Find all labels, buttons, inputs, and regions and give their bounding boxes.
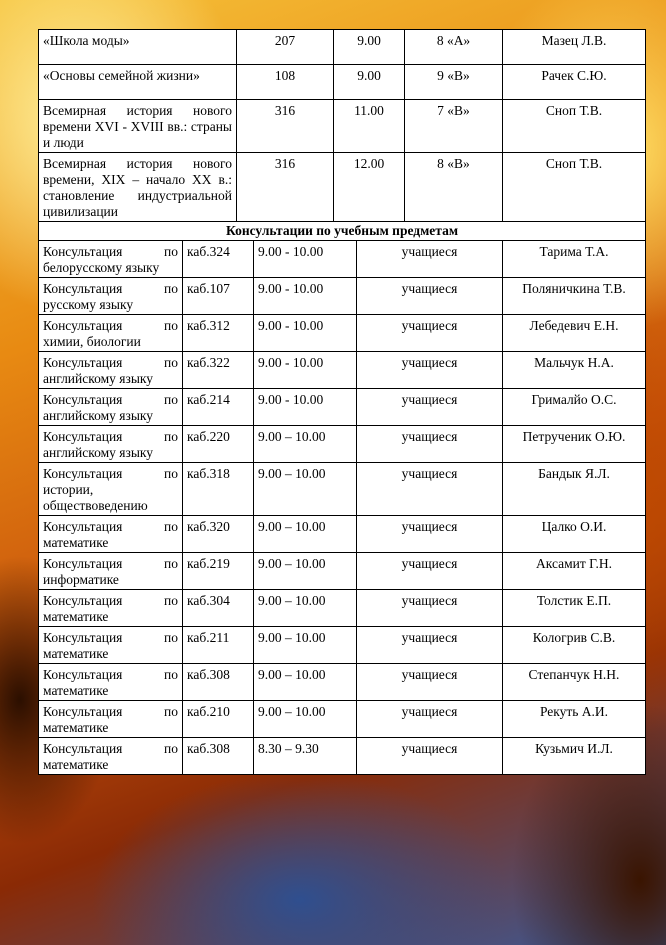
- consultation-room: каб.322: [183, 352, 254, 389]
- course-name: Всемирная история нового времени XVI - XVIII вв.: страны и люди: [39, 100, 237, 153]
- consultation-row: [39, 590, 646, 627]
- consultations-header-row: [39, 222, 646, 241]
- consultation-audience: учащиеся: [357, 463, 503, 516]
- course-teacher: Мазец Л.В.: [503, 30, 646, 65]
- consultation-time: 9.00 – 10.00: [254, 627, 357, 664]
- consultation-row: [39, 426, 646, 463]
- consultation-subject: Консультация по английскому языку: [39, 352, 183, 389]
- consultation-row: [39, 664, 646, 701]
- course-row: [39, 30, 646, 65]
- consultation-time: 9.00 - 10.00: [254, 241, 357, 278]
- consultation-room: каб.220: [183, 426, 254, 463]
- consultation-room: каб.318: [183, 463, 254, 516]
- consultation-time: 9.00 – 10.00: [254, 516, 357, 553]
- course-time: 12.00: [334, 153, 405, 222]
- consultation-teacher: Бандык Я.Л.: [503, 463, 646, 516]
- consultation-time: 9.00 – 10.00: [254, 590, 357, 627]
- course-class: 8 «А»: [405, 30, 503, 65]
- course-class: 8 «В»: [405, 153, 503, 222]
- consultation-row: [39, 738, 646, 775]
- consultation-subject: Консультация по математике: [39, 627, 183, 664]
- consultation-subject: Консультация по белорусскому языку: [39, 241, 183, 278]
- consultation-time: 9.00 – 10.00: [254, 664, 357, 701]
- consultation-row: [39, 315, 646, 352]
- consultation-time: 9.00 - 10.00: [254, 352, 357, 389]
- consultation-teacher: Тарима Т.А.: [503, 241, 646, 278]
- consultation-subject: Консультация по математике: [39, 516, 183, 553]
- course-row: [39, 65, 646, 100]
- consultation-subject: Консультация по математике: [39, 738, 183, 775]
- consultation-time: 9.00 – 10.00: [254, 426, 357, 463]
- consultation-row: [39, 389, 646, 426]
- consultation-time: 9.00 - 10.00: [254, 315, 357, 352]
- consultation-teacher: Кологрив С.В.: [503, 627, 646, 664]
- consultation-teacher: Мальчук Н.А.: [503, 352, 646, 389]
- consultation-subject: Консультация по русскому языку: [39, 278, 183, 315]
- consultation-teacher: Толстик Е.П.: [503, 590, 646, 627]
- consultation-teacher: Цалко О.И.: [503, 516, 646, 553]
- consultation-row: [39, 352, 646, 389]
- course-teacher: Сноп Т.В.: [503, 153, 646, 222]
- course-time: 9.00: [334, 30, 405, 65]
- consultation-subject: Консультация по математике: [39, 590, 183, 627]
- course-row: [39, 153, 646, 222]
- consultation-audience: учащиеся: [357, 241, 503, 278]
- course-name: «Основы семейной жизни»: [39, 65, 237, 100]
- consultation-audience: учащиеся: [357, 389, 503, 426]
- consultation-audience: учащиеся: [357, 738, 503, 775]
- consultation-teacher: Поляничкина Т.В.: [503, 278, 646, 315]
- consultation-subject: Консультация по английскому языку: [39, 389, 183, 426]
- course-time: 9.00: [334, 65, 405, 100]
- consultation-subject: Консультация по истории, обществоведению: [39, 463, 183, 516]
- consultation-teacher: Кузьмич И.Л.: [503, 738, 646, 775]
- consultation-time: 9.00 - 10.00: [254, 278, 357, 315]
- consultation-audience: учащиеся: [357, 701, 503, 738]
- consultation-room: каб.211: [183, 627, 254, 664]
- consultation-room: каб.214: [183, 389, 254, 426]
- consultation-audience: учащиеся: [357, 590, 503, 627]
- consultation-row: [39, 701, 646, 738]
- course-teacher: Сноп Т.В.: [503, 100, 646, 153]
- course-time: 11.00: [334, 100, 405, 153]
- consultation-room: каб.324: [183, 241, 254, 278]
- consultation-row: [39, 553, 646, 590]
- course-room: 316: [237, 153, 334, 222]
- consultation-row: [39, 463, 646, 516]
- consultation-audience: учащиеся: [357, 315, 503, 352]
- course-teacher: Рачек С.Ю.: [503, 65, 646, 100]
- consultation-teacher: Аксамит Г.Н.: [503, 553, 646, 590]
- course-name: «Школа моды»: [39, 30, 237, 65]
- course-class: 9 «В»: [405, 65, 503, 100]
- consultation-teacher: Петрученик О.Ю.: [503, 426, 646, 463]
- consultation-room: каб.320: [183, 516, 254, 553]
- consultation-time: 9.00 – 10.00: [254, 701, 357, 738]
- course-room: 108: [237, 65, 334, 100]
- consultation-row: [39, 278, 646, 315]
- consultation-time: 9.00 – 10.00: [254, 553, 357, 590]
- consultation-subject: Консультация по математике: [39, 664, 183, 701]
- consultation-room: каб.107: [183, 278, 254, 315]
- consultation-teacher: Рекуть А.И.: [503, 701, 646, 738]
- consultation-time: 8.30 – 9.30: [254, 738, 357, 775]
- consultation-subject: Консультация по математике: [39, 701, 183, 738]
- course-room: 316: [237, 100, 334, 153]
- consultations-title: Консультации по учебным предметам: [39, 222, 646, 241]
- consultation-row: [39, 241, 646, 278]
- consultation-room: каб.210: [183, 701, 254, 738]
- consultation-audience: учащиеся: [357, 278, 503, 315]
- consultations-table: [38, 221, 646, 775]
- course-room: 207: [237, 30, 334, 65]
- consultation-room: каб.308: [183, 738, 254, 775]
- consultation-row: [39, 627, 646, 664]
- consultation-audience: учащиеся: [357, 627, 503, 664]
- course-row: [39, 100, 646, 153]
- consultation-teacher: Лебедевич Е.Н.: [503, 315, 646, 352]
- consultation-subject: Консультация по химии, биологии: [39, 315, 183, 352]
- consultation-subject: Консультация по информатике: [39, 553, 183, 590]
- course-class: 7 «В»: [405, 100, 503, 153]
- schedule-document: [38, 29, 645, 775]
- consultation-audience: учащиеся: [357, 426, 503, 463]
- consultation-time: 9.00 - 10.00: [254, 389, 357, 426]
- consultation-room: каб.312: [183, 315, 254, 352]
- consultation-room: каб.304: [183, 590, 254, 627]
- course-name: Всемирная история нового времени, XIX – начало XX в.: становление индустриальной цивилизации: [39, 153, 237, 222]
- consultation-time: 9.00 – 10.00: [254, 463, 357, 516]
- consultation-teacher: Грималйо О.С.: [503, 389, 646, 426]
- consultation-audience: учащиеся: [357, 352, 503, 389]
- consultation-audience: учащиеся: [357, 516, 503, 553]
- courses-table: [38, 29, 646, 222]
- consultation-teacher: Степанчук Н.Н.: [503, 664, 646, 701]
- consultation-audience: учащиеся: [357, 664, 503, 701]
- consultation-subject: Консультация по английскому языку: [39, 426, 183, 463]
- consultation-room: каб.308: [183, 664, 254, 701]
- consultation-audience: учащиеся: [357, 553, 503, 590]
- consultation-row: [39, 516, 646, 553]
- consultation-room: каб.219: [183, 553, 254, 590]
